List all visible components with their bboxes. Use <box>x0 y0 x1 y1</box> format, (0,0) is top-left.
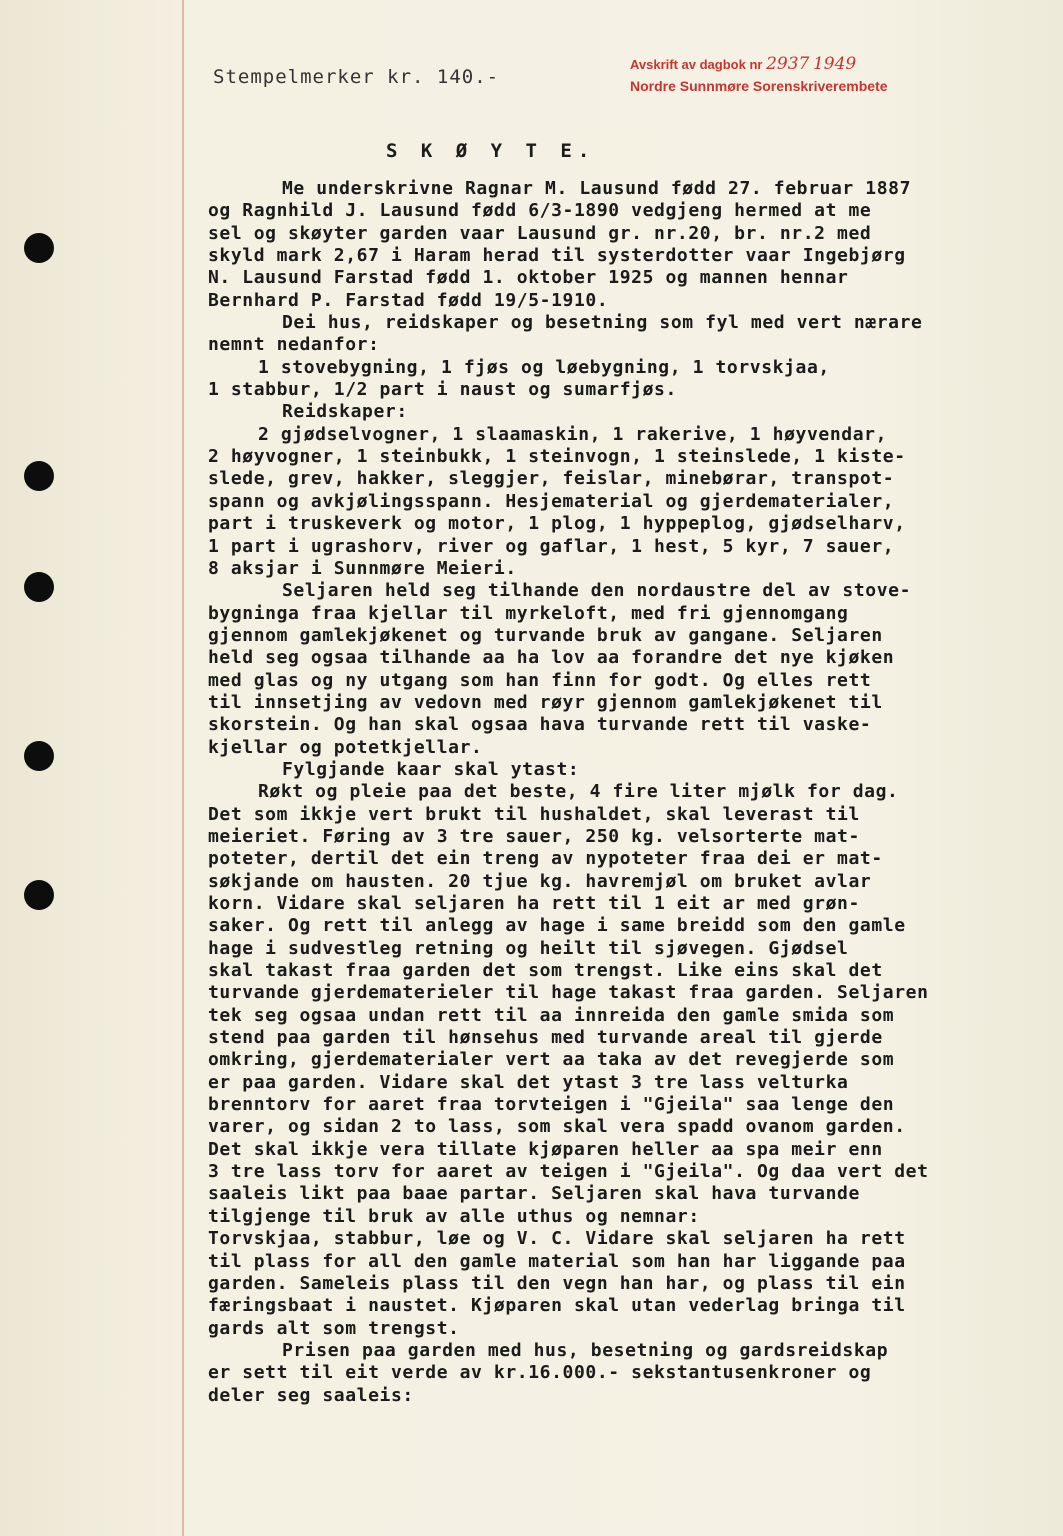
text-line: Prisen paa garden med hus, besetning og gardsreidskap <box>282 1339 889 1361</box>
text-line: sel og skøyter garden vaar Lausund gr. nr.20, br. nr.2 med <box>208 222 872 244</box>
text-line: bygninga fraa kjellar til myrkeloft, med fri gjennomgang <box>208 602 849 624</box>
text-line: skal takast fraa garden det som trengst. Like eins skal det <box>208 960 883 982</box>
text-line: med glas og ny utgang som han finn for godt. Og elles rett <box>208 669 872 691</box>
text-line: skorstein. Og han skal ogsaa hava turvande rett til vaske- <box>208 714 872 736</box>
text-line: slede, grev, hakker, sleggjer, feislar, minebørar, transpot- <box>208 468 895 490</box>
text-line: 8 aksjar i Sunnmøre Meieri. <box>208 557 517 579</box>
text-line: er paa garden. Vidare skal det ytast 3 tre lass velturka <box>208 1071 849 1093</box>
text-line: Dei hus, reidskaper og besetning som fyl med vert nærare <box>282 312 923 334</box>
text-line: 1 part i ugrashorv, river og gaflar, 1 hest, 5 kyr, 7 sauer, <box>208 535 895 557</box>
text-line: saker. Og rett til anlegg av hage i same breidd som den gamle <box>208 915 906 937</box>
text-line: held seg ogsaa tilhande aa ha lov aa forandre det nye kjøken <box>208 647 895 669</box>
text-line: stend paa garden til hønsehus med turvande areal til gjerde <box>208 1027 883 1049</box>
text-line: Torvskjaa, stabbur, løe og V. C. Vidare skal seljaren ha rett <box>208 1228 906 1250</box>
text-line: gjennom gamlekjøkenet og turvande bruk av gangane. Seljaren <box>208 624 883 646</box>
text-line: tilgjenge til bruk av alle uthus og nemnar: <box>208 1205 700 1227</box>
text-line: skyld mark 2,67 i Haram herad til systerdotter vaar Ingebjørg <box>208 245 906 267</box>
text-line: meieriet. Føring av 3 tre sauer, 250 kg. velsorterte mat- <box>208 825 860 847</box>
text-line: 3 tre lass torv for aaret av teigen i "Gjeila". Og daa vert det <box>208 1161 929 1183</box>
text-line: Røkt og pleie paa det beste, 4 fire liter mjølk for dag. <box>258 781 899 803</box>
text-line: spann og avkjølingsspann. Hesjematerial og gjerdematerialer, <box>208 490 895 512</box>
punch-hole-icon <box>24 741 54 771</box>
text-line: tek seg ogsaa undan rett til aa innreida den gamle smida som <box>208 1004 895 1026</box>
text-line: nemnt nedanfor: <box>208 334 380 356</box>
text-line: varer, og sidan 2 to lass, som skal vera spadd ovanom garden. <box>208 1116 906 1138</box>
text-line: er sett til eit verde av kr.16.000.- sekstantusenkroner og <box>208 1362 872 1384</box>
text-line: og Ragnhild J. Lausund fødd 6/3-1890 vedgjeng hermed at me <box>208 200 872 222</box>
stamp-duty-note: Stempelmerker kr. 140.- <box>213 66 500 88</box>
text-line: Seljaren held seg tilhande den nordaustre del av stove- <box>282 580 912 602</box>
text-line: garden. Sameleis plass til den vegn han har, og plass til ein <box>208 1272 906 1294</box>
punch-hole-icon <box>24 461 54 491</box>
punch-hole-icon <box>24 880 54 910</box>
punch-hole-icon <box>24 572 54 602</box>
text-line: saaleis likt paa baae partar. Seljaren skal hava turvande <box>208 1183 860 1205</box>
punch-hole-icon <box>24 233 54 263</box>
text-line: omkring, gjerdematerialer vert aa taka av det revegjerde som <box>208 1049 895 1071</box>
text-line: gards alt som trengst. <box>208 1317 460 1339</box>
text-line: 2 høyvogner, 1 steinbukk, 1 steinvogn, 1 steinslede, 1 kiste- <box>208 446 906 468</box>
document-body <box>208 178 1028 1407</box>
text-line: korn. Vidare skal seljaren ha rett til 1 eit ar med grøn- <box>208 893 860 914</box>
text-line: part i truskeverk og motor, 1 plog, 1 hyppeplog, gjødselharv, <box>208 513 906 535</box>
text-line: Fylgjande kaar skal ytast: <box>282 758 580 780</box>
text-line: deler seg saaleis: <box>208 1384 414 1406</box>
text-line: Reidskaper: <box>282 401 408 423</box>
text-line: 1 stabbur, 1/2 part i naust og sumarfjøs. <box>208 379 677 401</box>
text-line: N. Lausund Farstad fødd 1. oktober 1925 og mannen hennar <box>208 267 849 289</box>
registry-stamp-prefix: Avskrift av dagbok nr <box>630 57 763 72</box>
margin-rule <box>182 0 184 1536</box>
registry-stamp <box>630 54 960 94</box>
text-line: Det som ikkje vert brukt til hushaldet, skal leverast til <box>208 803 860 825</box>
text-line: hage i sudvestleg retning og heilt til sjøvegen. Gjødsel <box>208 937 849 959</box>
registry-entry-number: 2937 <box>766 54 810 74</box>
text-line: 1 stovebygning, 1 fjøs og løebygning, 1 torvskjaa, <box>258 356 830 378</box>
text-line: kjellar og potetkjellar. <box>208 736 483 758</box>
text-line: søkjande om hausten. 20 tjue kg. havremjøl om bruket avlar <box>208 870 872 892</box>
text-line: Bernhard P. Farstad fødd 19/5-1910. <box>208 289 609 311</box>
text-line: Det skal ikkje vera tillate kjøparen heller aa spa meir enn <box>208 1138 883 1160</box>
text-line: turvande gjerdematerieler til hage takast fraa garden. Seljaren <box>208 982 929 1004</box>
text-line: til innsetjing av vedovn med røyr gjennom gamlekjøkenet til <box>208 691 883 713</box>
registry-stamp-line1 <box>630 54 960 74</box>
registry-year: 1949 <box>812 54 857 74</box>
text-line: Me underskrivne Ragnar M. Lausund fødd 27. februar 1887 <box>282 178 912 199</box>
registry-stamp-office: Nordre Sunnmøre Sorenskriverembete <box>630 78 888 94</box>
text-line: til plass for all den gamle material som han har liggande paa <box>208 1250 906 1272</box>
text-line: 2 gjødselvogner, 1 slaamaskin, 1 rakerive, 1 høyvendar, <box>258 423 888 445</box>
text-line: færingsbaat i naustet. Kjøparen skal utan vederlag bringa til <box>208 1295 906 1317</box>
text-line: poteter, dertil det ein treng av nypoteter fraa dei er mat- <box>208 848 883 870</box>
text-line: brenntorv for aaret fraa torvteigen i "Gjeila" saa lenge den <box>208 1094 895 1116</box>
document-title: S K Ø Y T E. <box>386 140 596 162</box>
